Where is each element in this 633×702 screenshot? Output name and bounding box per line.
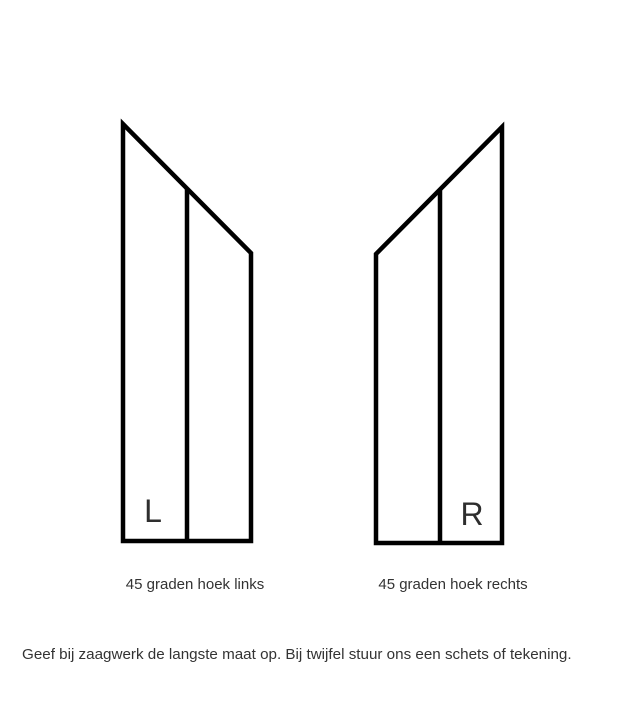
panel-label-right: R [460,496,484,532]
panel-label-left: L [144,493,162,529]
footer-note: Geef bij zaagwerk de langste maat op. Bij twijfel stuur ons een schets of tekening. [22,646,572,663]
caption-right-angle: 45 graden hoek rechts [378,576,528,593]
caption-left-angle: 45 graden hoek links [125,576,265,593]
